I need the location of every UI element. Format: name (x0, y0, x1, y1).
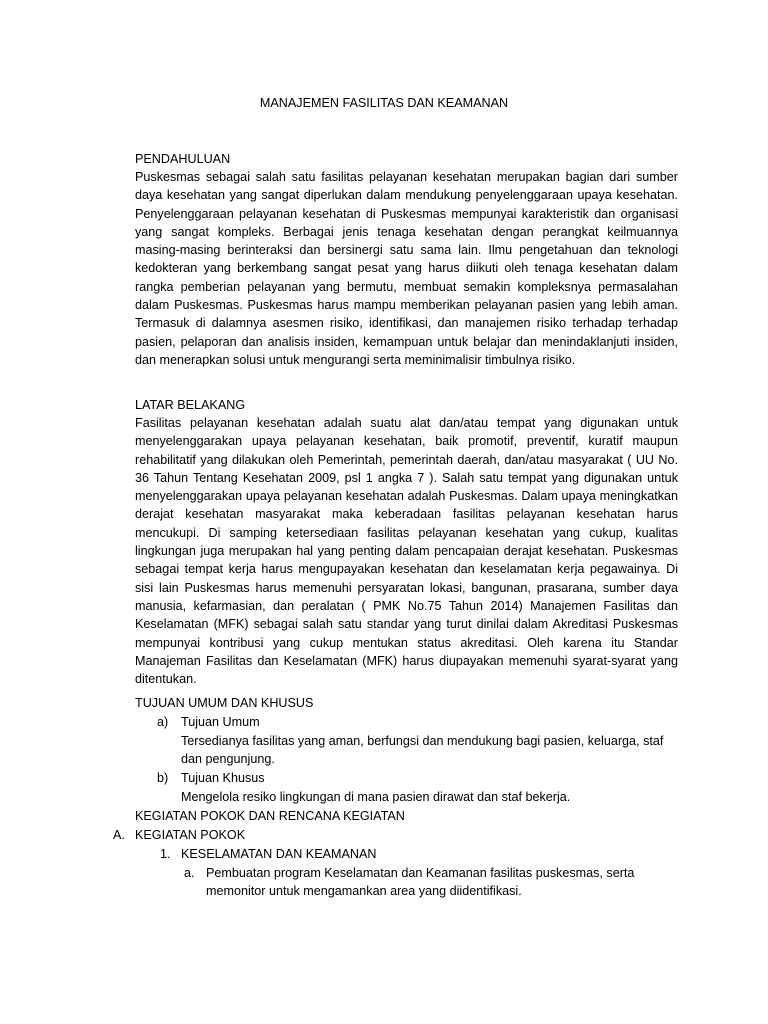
subsection-label: KESELAMATAN DAN KEAMANAN (181, 847, 377, 861)
list-item-text: Mengelola resiko lingkungan di mana pasien dirawat dan staf bekerja. (181, 790, 571, 804)
document-title: MANAJEMEN FASILITAS DAN KEAMANAN (259, 96, 509, 110)
section-heading-kegiatan: KEGIATAN POKOK DAN RENCANA KEGIATAN (135, 809, 405, 823)
list-marker: b) (157, 771, 169, 785)
list-item-label: Tujuan Umum (181, 715, 260, 729)
section-paragraph: Fasilitas pelayanan kesehatan adalah suatu alat dan/atau tempat yang digunakan untuk menyelenggarakan upaya pelayanan kesehatan, baik promotif, preventif, kuratif maupun rehabilitatif yang dilakukan oleh Pemerintah, pemerintah daerah, dan/atau masyarakat ( UU No. 36 Tahun Tentang Kesehatan 2009, psl 1 angka 7 ). Salah satu tempat yang digunakan untuk menyelenggarakan upaya pelayanan kesehatan adalah Puskesmas. Dalam upaya meningkatkan derajat kesehatan masyarakat maka keberadaan fasilitas pelayanan kesehatan harus mencukupi. Di samping ketersediaan fasilitas pelayanan kesehatan yang cukup, kualitas lingkungan juga merupakan hal yang penting dalam pencapaian derajat kesehatan. Puskesmas sebagai tempat kerja harus mengupayakan kesehatan dan keselamatan kerja pegawainya. Di sisi lain Puskesmas harus memenuhi persyaratan lokasi, bangunan, prasarana, sumber daya manusia, kefarmasian, dan peralatan ( PMK No.75 Tahun 2014) Manajemen Fasilitas dan Keselamatan (MFK) sebagai salah satu standar yang turut dinilai dalam Akreditasi Puskesmas mempunyai kontribusi yang cukup mentukan status akreditasi. Oleh karena itu Standar Manajeman Fasilitas dan Keselamatan (MFK) harus diupayakan memenuhi syarat-syarat yang ditentukan. (135, 416, 678, 687)
subsection-marker: 1. (160, 847, 171, 861)
section-heading: PENDAHULUAN (135, 152, 231, 166)
list-item-text: Tersedianya fasilitas yang aman, berfungsi dan mendukung bagi pasien, keluarga, staf dan pengunjung. (181, 734, 664, 766)
section-marker: A. (113, 828, 125, 842)
item-marker: a. (184, 866, 195, 880)
section-paragraph: Puskesmas sebagai salah satu fasilitas pelayanan kesehatan merupakan bagian dari sumber daya kesehatan yang sangat diperlukan dalam mendukung penyelenggaraan upaya kesehatan. Penyelenggaraan pelayanan kesehatan di Puskesmas mempunyai karakteristik dan organisasi yang sangat kompleks. Berbagai jenis tenaga kesehatan dengan perangkat keilmuannya masing-masing berinteraksi dan bersinergi satu sama lain. Ilmu pengetahuan dan teknologi kedokteran yang berkembang sangat pesat yang harus diikuti oleh tenaga kesehatan dalam rangka pemberian pelayanan yang bermutu, membuat semakin kompleksnya permasalahan dalam Puskesmas. Puskesmas harus mampu memberikan pelayanan pasien yang lebih aman. Termasuk di dalamnya asesmen risiko, identifikasi, dan manajemen risiko terhadap terhadap pasien, pelaporan dan analisis insiden, kemampuan untuk belajar dan menindaklanjuti insiden, dan menerapkan solusi untuk mengurangi serta meminimalisir timbulnya risiko. (135, 170, 678, 367)
section-label: KEGIATAN POKOK (135, 828, 246, 842)
section-heading: LATAR BELAKANG (135, 398, 246, 412)
item-text: Pembuatan program Keselamatan dan Keamanan fasilitas puskesmas, serta memonitor untuk mengamankan area yang diidentifikasi. (206, 866, 635, 898)
section-pendahuluan (135, 150, 678, 369)
section-latar-belakang (135, 396, 678, 688)
list-marker: a) (157, 715, 169, 729)
section-heading-tujuan: TUJUAN UMUM DAN KHUSUS (135, 696, 314, 710)
list-item-label: Tujuan Khusus (181, 771, 265, 785)
